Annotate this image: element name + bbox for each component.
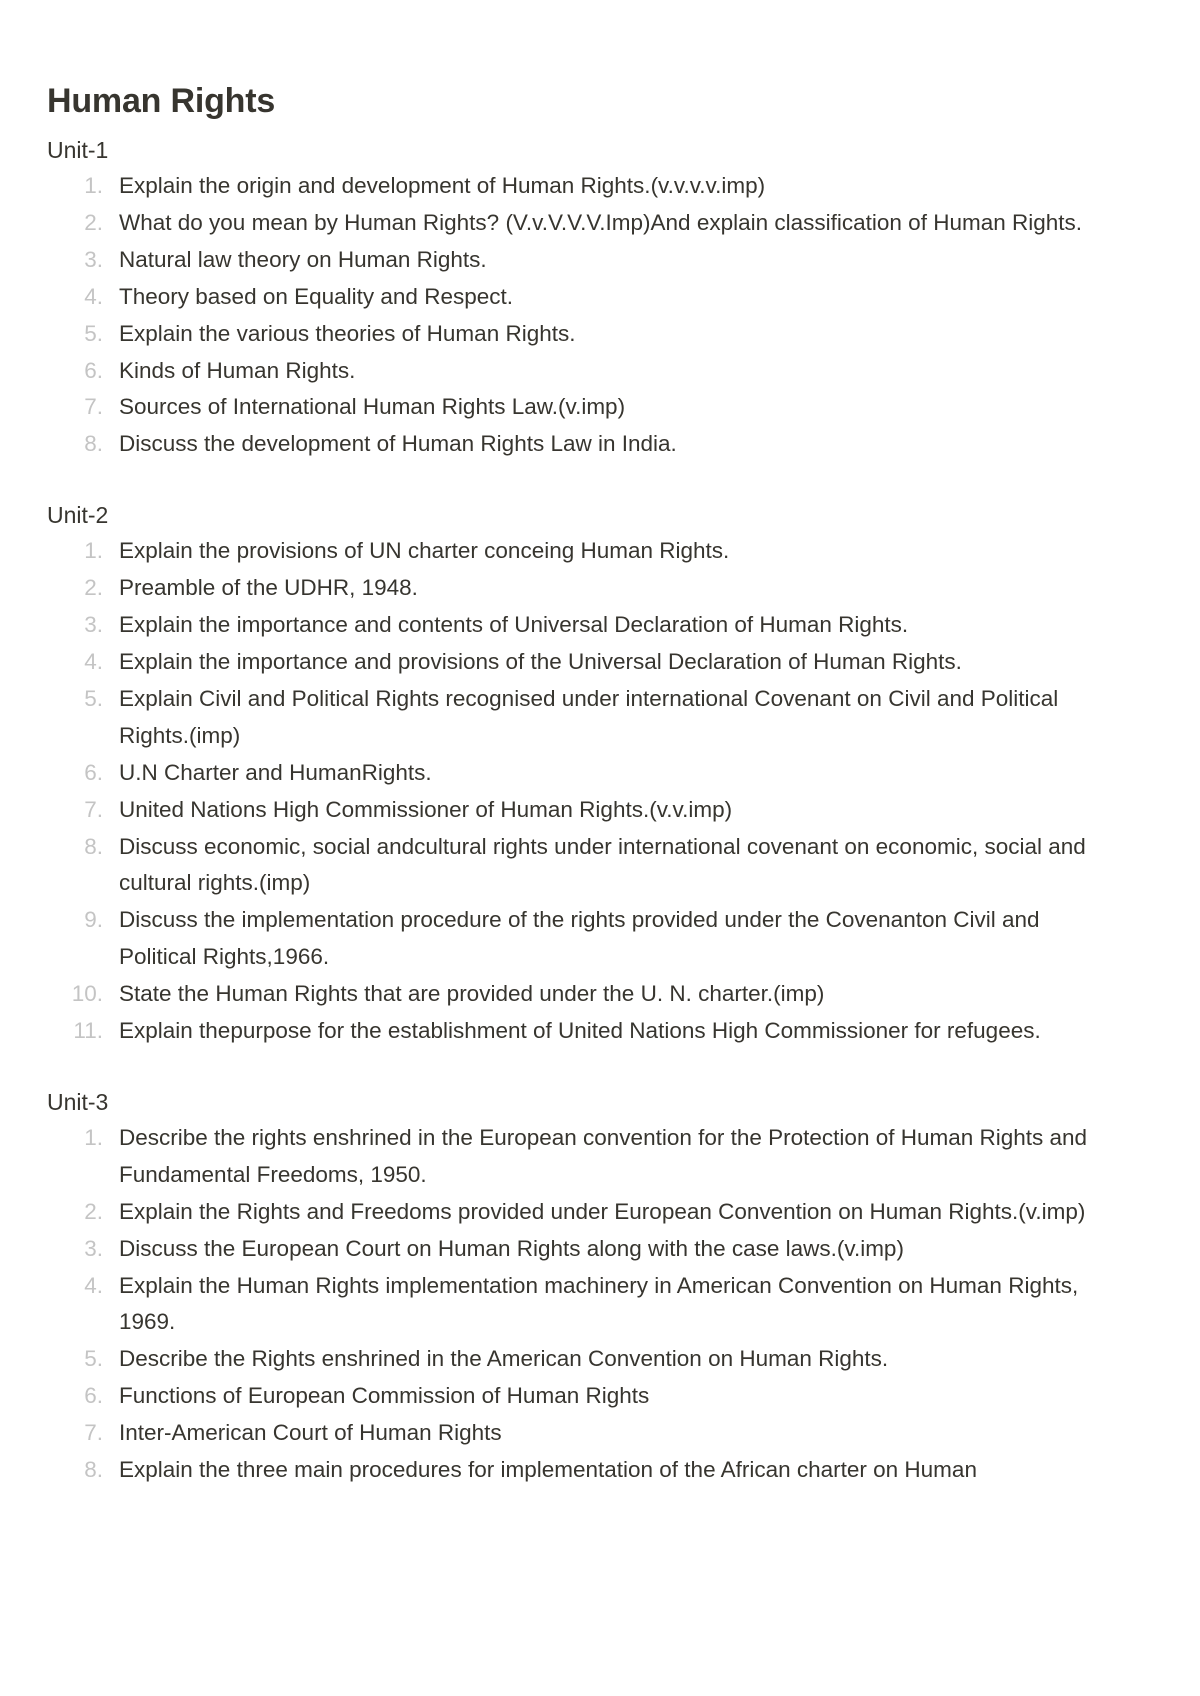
question-item — [47, 1341, 1160, 1378]
question-number: 4. — [84, 648, 103, 674]
question-item — [47, 426, 1160, 463]
question-text: Explain Civil and Political Rights recognised under international Covenant on Civil and Political Rights.(imp) — [119, 685, 1059, 748]
question-text: Discuss the European Court on Human Rights along with the case laws.(v.imp) — [119, 1235, 904, 1261]
question-text: Discuss economic, social andcultural rights under international covenant on economic, social and cultural rights.(imp) — [119, 833, 1086, 896]
question-number: 9. — [84, 907, 103, 933]
unit-section — [47, 1086, 1160, 1489]
question-text: Explain the provisions of UN charter conceing Human Rights. — [119, 538, 730, 564]
question-number: 3. — [84, 612, 103, 638]
question-number: 6. — [84, 759, 103, 785]
question-list — [47, 533, 1160, 1050]
question-item — [47, 1452, 1160, 1489]
question-item — [47, 755, 1160, 792]
question-list — [47, 168, 1160, 463]
question-text: Inter-American Court of Human Rights — [119, 1420, 502, 1446]
question-item — [47, 353, 1160, 390]
question-number: 6. — [84, 1383, 103, 1409]
question-item — [47, 829, 1160, 903]
question-item — [47, 644, 1160, 681]
question-item — [47, 242, 1160, 279]
question-number: 7. — [84, 394, 103, 420]
question-item — [47, 681, 1160, 755]
question-text: What do you mean by Human Rights? (V.v.V.V.V.Imp)And explain classification of Human Rights. — [119, 209, 1083, 235]
question-number: 11. — [73, 1018, 103, 1044]
question-number: 6. — [84, 357, 103, 383]
question-number: 10. — [71, 981, 103, 1007]
question-item — [47, 316, 1160, 353]
question-number: 5. — [84, 685, 103, 711]
question-item — [47, 607, 1160, 644]
question-text: Natural law theory on Human Rights. — [119, 246, 487, 272]
question-item — [47, 389, 1160, 426]
question-number: 2. — [84, 209, 103, 235]
question-number: 2. — [84, 1198, 103, 1224]
question-text: Describe the rights enshrined in the European convention for the Protection of Human Rights and Fundamental Freedoms, 1950. — [119, 1124, 1088, 1187]
question-number: 4. — [84, 283, 103, 309]
question-text: Discuss the development of Human Rights Law in India. — [119, 431, 677, 457]
question-item — [47, 1268, 1160, 1342]
question-text: United Nations High Commissioner of Human Rights.(v.v.imp) — [119, 796, 733, 822]
question-item — [47, 1120, 1160, 1194]
units-container — [47, 134, 1160, 1489]
question-number: 5. — [84, 1346, 103, 1372]
question-item — [47, 205, 1160, 242]
question-text: State the Human Rights that are provided under the U. N. charter.(imp) — [119, 981, 825, 1007]
question-text: Explain the various theories of Human Rights. — [119, 320, 576, 346]
question-text: Explain the importance and contents of Universal Declaration of Human Rights. — [119, 612, 909, 638]
question-text: Kinds of Human Rights. — [119, 357, 356, 383]
unit-heading: Unit-2 — [47, 502, 109, 529]
question-item — [47, 976, 1160, 1013]
question-item — [47, 902, 1160, 976]
unit-heading: Unit-3 — [47, 1088, 109, 1115]
question-number: 8. — [84, 833, 103, 859]
question-item — [47, 570, 1160, 607]
question-number: 3. — [84, 246, 103, 272]
question-item — [47, 1231, 1160, 1268]
question-text: Discuss the implementation procedure of the rights provided under the Covenanton Civil and Political Rights,1966. — [119, 907, 1040, 970]
question-text: Explain the origin and development of Human Rights.(v.v.v.v.imp) — [119, 173, 766, 198]
question-item — [47, 168, 1160, 205]
question-item — [47, 1378, 1160, 1415]
question-item — [47, 792, 1160, 829]
question-text: Preamble of the UDHR, 1948. — [119, 575, 418, 601]
question-number: 5. — [84, 320, 103, 346]
question-number: 7. — [84, 1420, 103, 1446]
question-text: Functions of European Commission of Human Rights — [119, 1383, 650, 1409]
question-number: 4. — [84, 1272, 103, 1298]
question-text: Sources of International Human Rights Law.(v.imp) — [119, 394, 626, 420]
unit-section — [47, 499, 1160, 1050]
question-list — [47, 1120, 1160, 1489]
question-number: 2. — [84, 575, 103, 601]
question-text: Explain the Rights and Freedoms provided under European Convention on Human Rights.(v.imp) — [119, 1198, 1086, 1224]
question-number: 3. — [84, 1235, 103, 1261]
question-number: 1. — [84, 538, 103, 564]
question-text: U.N Charter and HumanRights. — [119, 759, 432, 785]
question-text: Explain the three main procedures for implementation of the African charter on Human — [119, 1457, 977, 1483]
page-title: Human Rights — [47, 82, 276, 120]
question-item — [47, 279, 1160, 316]
question-number: 1. — [84, 173, 103, 198]
question-text: Describe the Rights enshrined in the American Convention on Human Rights. — [119, 1346, 889, 1372]
question-item — [47, 1415, 1160, 1452]
unit-section — [47, 134, 1160, 463]
question-number: 8. — [84, 1457, 103, 1483]
question-number: 8. — [84, 431, 103, 457]
question-text: Theory based on Equality and Respect. — [119, 283, 513, 309]
question-text: Explain the Human Rights implementation machinery in American Convention on Human Rights, 1969. — [119, 1272, 1079, 1335]
question-text: Explain thepurpose for the establishment of United Nations High Commissioner for refugees. — [119, 1018, 1041, 1044]
question-text: Explain the importance and provisions of the Universal Declaration of Human Rights. — [119, 648, 962, 674]
unit-heading: Unit-1 — [47, 137, 109, 163]
question-number: 1. — [84, 1124, 103, 1150]
question-item — [47, 1194, 1160, 1231]
question-item — [47, 533, 1160, 570]
question-item — [47, 1013, 1160, 1050]
question-number: 7. — [84, 796, 103, 822]
